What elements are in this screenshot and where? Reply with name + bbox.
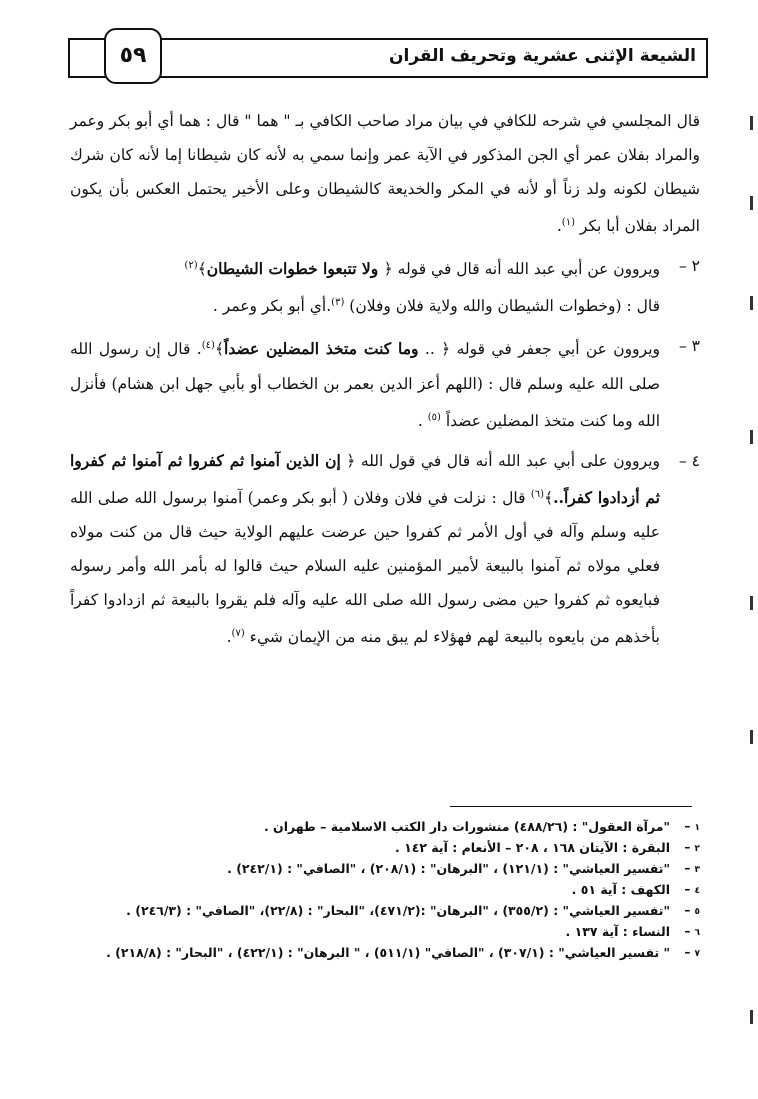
quote-close: ﴾ <box>197 260 207 279</box>
footnote-number: ٦ – <box>684 921 700 944</box>
footnote-number: ٣ – <box>684 858 700 881</box>
intro-paragraph: قال المجلسي في شرحه للكافي في بيان مراد صاحب الكافي بـ " هما " قال : هما أي أبو بكر وعمر والمراد بفلان عمر أي الجن المذكور في الآية عمر وإنما سمي به لأنه كان شيطانا إما لأنه كان شرك شيطان لكونه ولد زناً أو لأنه في المكر والخديعة كالشيطان وعلى الأخير يحتمل العكس بأن يكون المراد بفلان أبا بكر $^{(١)}$. <box>70 112 700 236</box>
item-number: ٣ – <box>678 337 700 356</box>
footnote-number: ١ – <box>684 816 700 839</box>
footnote-ref: (٣) <box>331 297 345 309</box>
footnote-text: النساء : آية ١٣٧ . <box>565 924 670 939</box>
footnote <box>70 921 700 942</box>
item-lead: ويروون على أبي عبد الله أنه قال في قول الله ﴿ <box>340 451 661 470</box>
margin-mark <box>750 596 753 610</box>
item-number: ٤ – <box>678 451 700 470</box>
item-rest: قال : نزلت في فلان وفلان ( أبو بكر وعمر) آمنوا برسول الله صلى الله عليه وسلم وآله في أول الأمر ثم كفروا حين عرضت عليهم الولاية حيث قال من كنت مولاه فعلي مولاه ثم آمنوا بالبيعة لأمير المؤمنين عليه السلام حيث قالوا له بأمر الله وأمر رسوله فبايعوه ثم كفروا حين مضى رسول الله صلى الله عليه وآله فلم يقروا بالبيعة ثم ازدادوا كفراً بأخذهم من بايعوه بالبيعة لهم فهؤلاء لم يبق منه من الإيمان شيء <box>70 488 660 647</box>
quran-quote: إن الذين آمنوا ثم كفروا ثم آمنوا ثم كفروا ثم أزدادوا كفراً.. <box>70 450 660 507</box>
intro-text: قال المجلسي في شرحه للكافي في بيان مراد صاحب الكافي بـ " هما " قال : هما أي أبو بكر وعمر والمراد بفلان عمر أي الجن المذكور في الآية عمر وإنما سمي به لأنه كان شيطانا إما لأنه كان شرك شيطان لكونه ولد زناً أو لأنه في المكر والخديعة كالشيطان وعلى الأخير يحتمل العكس بأن يكون المراد بفلان أبا بكر <box>70 112 700 236</box>
margin-mark <box>750 730 753 744</box>
quote-close: ﴾ <box>214 340 225 359</box>
footnote-text: "تفسير العياشي" : (١٢١/١) ، "البرهان" : (٢٠٨/١) ، "الصافي" : (٢٤٢/١) . <box>227 861 670 876</box>
footnote-text: الكهف : آية ٥١ . <box>571 882 670 897</box>
footnote-divider <box>450 806 692 807</box>
margin-mark <box>750 430 753 444</box>
running-header <box>68 38 708 78</box>
footnote-ref: (٥) <box>427 411 441 423</box>
footnote-number: ٤ – <box>684 879 700 902</box>
item-rest: قال : (وخطوات الشيطان والله ولاية فلان وفلان) <box>349 297 660 316</box>
quote-close: ﴾ <box>544 488 554 507</box>
footnote-ref: (١) <box>561 217 575 228</box>
footnote <box>70 816 700 837</box>
numbered-item <box>70 249 700 323</box>
footnotes <box>70 816 700 963</box>
margin-mark <box>750 196 753 210</box>
footnote-number: ٢ – <box>684 837 700 860</box>
quran-quote: وما كنت متخذ المضلين عضداً <box>224 339 419 359</box>
footnote <box>70 858 700 879</box>
item-rest-end: .أي أبو بكر وعمر . <box>212 297 332 316</box>
item-text <box>70 249 660 323</box>
footnote-text: "تفسير العياشي" : (٣٥٥/٢) ، "البرهان" :(٤٧١/٢)، "البحار" : (٢٢/٨)، "الصافي" : (٢٤٦/٣) . <box>126 903 670 918</box>
item-rest: . قال إن رسول الله صلى الله عليه وسلم قال : (اللهم أعز الدين بعمر بن الخطاب أو بأبي جهل ابن هشام) فأنزل الله وما كنت متخذ المضلين عضداً <box>70 340 660 430</box>
footnote-text: " تفسير العياشي" : (٣٠٧/١) ، "الصافي" (٥١١/١) ، " البرهان" : (٤٢٢/١) ، "البحار" : (٢١٨/٨) . <box>106 945 670 960</box>
footnote-ref: (٦) <box>530 488 545 500</box>
margin-mark <box>750 116 753 130</box>
item-lead: ويروون عن أبي عبد الله أنه قال في قوله ﴿ <box>383 260 660 279</box>
footnote <box>70 837 700 858</box>
footnote-number: ٧ – <box>684 942 700 965</box>
footnote <box>70 879 700 900</box>
item-rest-end: . <box>417 411 428 430</box>
item-lead: ويروون عن أبي جعفر في قوله ﴿ .. <box>418 340 661 359</box>
footnote <box>70 942 700 963</box>
numbered-item <box>70 444 700 654</box>
footnote-text: البقرة : الآيتان ١٦٨ ، ٢٠٨ – الأنعام : آية ١٤٢ . <box>394 840 670 855</box>
margin-mark <box>750 1010 753 1024</box>
running-header-title: الشيعة الإثنى عشرية وتحريف القران <box>389 46 696 66</box>
item-text <box>70 444 660 654</box>
footnote-number: ٥ – <box>684 900 700 923</box>
footnote-ref: (٧) <box>231 627 245 639</box>
numbered-item <box>70 329 700 437</box>
margin-mark <box>750 296 753 310</box>
item-text <box>70 329 660 437</box>
main-text <box>70 104 700 654</box>
quran-quote: ولا تتبعوا خطوات الشيطان <box>206 259 384 279</box>
footnote-ref: (٢) <box>184 260 198 272</box>
footnote-ref: (٤) <box>201 340 215 352</box>
footnote-text: "مرآة العقول" : (٤٨٨/٢٦) منشورات دار الكتب الاسلامية – طهران . <box>263 819 670 834</box>
footnote <box>70 900 700 921</box>
item-rest-end: . <box>226 628 232 647</box>
page-number: ٥٩ <box>104 28 162 84</box>
item-number: ٢ – <box>678 257 700 276</box>
